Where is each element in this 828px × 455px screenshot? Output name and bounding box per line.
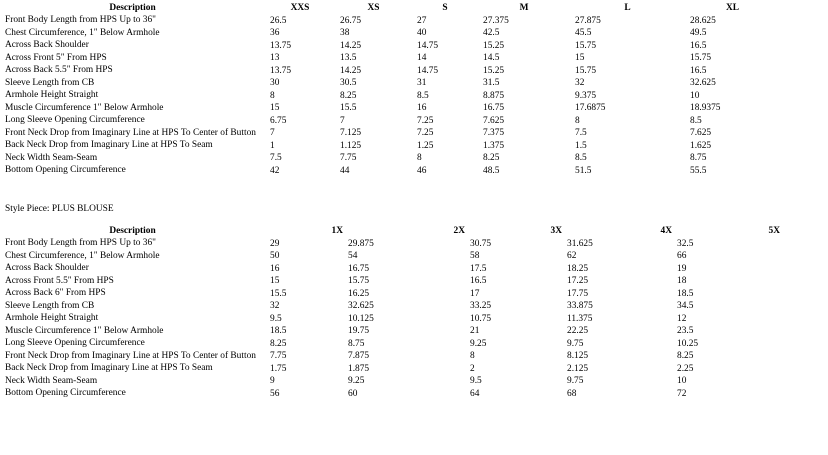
measurement-cell: 27.875 [575,15,601,26]
table-row [0,363,780,376]
row-description: Across Back Shoulder [5,40,89,51]
measurement-cell: 16.25 [348,288,370,299]
measurement-cell: 31 [417,78,427,88]
measurement-cell: 72 [677,388,687,399]
table-row [0,152,780,165]
size-header: XL [725,3,740,13]
measurement-cell: 15.75 [575,65,597,76]
measurement-cell: 40 [417,28,427,38]
measurement-cell: 15.25 [483,40,505,51]
row-description: Back Neck Drop from Imaginary Line at HPS To Seam [5,140,213,151]
measurement-cell: 16.5 [470,276,487,286]
measurement-cell: 27.375 [483,15,509,26]
measurement-cell: 15.75 [575,40,597,51]
measurement-cell: 10.125 [348,313,374,324]
row-description: Long Sleeve Opening Circumference [5,338,145,349]
measurement-cell: 32.625 [690,78,716,88]
measurement-cell: 7.25 [417,115,434,126]
measurement-cell: 13.75 [270,40,292,51]
measurement-cell: 10 [690,90,700,101]
measurement-cell: 19.75 [348,326,370,336]
measurement-cell: 8.5 [690,115,702,126]
measurement-cell: 8.75 [690,153,707,163]
table-row [0,313,780,326]
description-header: Description [109,3,156,13]
measurement-cell: 8 [270,90,275,101]
measurement-cell: 7 [340,115,345,126]
size-header: 2X [453,226,465,236]
measurement-cell: 2 [470,363,475,374]
measurement-cell: 56 [270,388,280,399]
measurement-cell: 15 [575,53,585,63]
measurement-cell: 10.25 [677,338,699,349]
size-header: 1X [331,226,343,236]
measurement-cell: 7.625 [483,115,505,126]
measurement-cell: 33.25 [470,301,492,311]
measurement-cell: 34.5 [677,301,694,311]
size-header: 5X [768,226,780,236]
measurement-cell: 8.25 [270,338,287,349]
measurement-cell: 9.5 [270,313,282,324]
measurement-cell: 32 [575,78,585,88]
measurement-cell: 14.75 [417,40,439,51]
row-description: Front Body Length from HPS Up to 36" [5,238,156,249]
measurement-cell: 32.5 [677,238,694,249]
measurement-cell: 8.75 [348,338,365,349]
measurement-cell: 7.5 [575,128,587,138]
measurement-cell: 7.625 [690,128,712,138]
description-header: Description [109,226,156,236]
measurement-cell: 22.25 [567,326,589,336]
measurement-cell: 17.6875 [575,103,606,113]
measurement-cell: 9.25 [348,376,365,386]
size-header: L [624,3,631,13]
table-row [0,288,780,301]
table-row [0,102,780,115]
table-row [0,77,780,90]
row-description: Across Back 6" From HPS [5,288,106,299]
measurement-cell: 31.625 [567,238,593,249]
row-description: Chest Circumference, 1" Below Armhole [5,27,160,38]
measurement-cell: 26.5 [270,15,287,26]
size-chart-table [0,2,780,177]
measurement-cell: 7.125 [340,128,362,138]
measurement-cell: 42 [270,165,280,176]
row-description: Across Back 5.5" From HPS [5,65,113,76]
row-description: Across Front 5.5" From HPS [5,275,114,286]
measurement-cell: 9.375 [575,90,597,101]
measurement-cell: 9.75 [567,338,584,349]
measurement-cell: 68 [567,388,577,399]
measurement-cell: 7.75 [340,153,357,163]
measurement-cell: 17.75 [567,288,589,299]
row-description: Armhole Height Straight [5,313,99,324]
size-header: XXS [290,3,310,13]
measurement-cell: 8.125 [567,351,589,361]
measurement-cell: 26.75 [340,15,362,26]
measurement-cell: 16 [270,263,280,274]
table-row [0,375,780,388]
row-description: Front Neck Drop from Imaginary Line at HPS To Center of Button [5,350,256,361]
measurement-cell: 6.75 [270,115,287,126]
row-description: Muscle Circumference 1" Below Armhole [5,102,164,113]
measurement-cell: 48.5 [483,165,500,176]
table-row [0,65,780,78]
measurement-cell: 12 [677,313,687,324]
measurement-cell: 16.5 [690,65,707,76]
measurement-cell: 30 [270,78,280,88]
measurement-cell: 15.25 [483,65,505,76]
measurement-cell: 1.875 [348,363,370,374]
measurement-cell: 33.875 [567,301,593,311]
measurement-cell: 42.5 [483,28,500,38]
measurement-cell: 30.75 [470,238,492,249]
measurement-cell: 30.5 [340,78,357,88]
row-description: Across Back Shoulder [5,263,89,274]
measurement-cell: 15.75 [690,53,712,63]
row-description: Armhole Height Straight [5,90,99,101]
measurement-cell: 29.875 [348,238,374,249]
measurement-cell: 18.9375 [690,103,721,113]
measurement-cell: 32.625 [348,301,374,311]
measurement-cell: 32 [270,301,280,311]
measurement-cell: 15.75 [348,276,370,286]
row-description: Chest Circumference, 1" Below Armhole [5,250,160,261]
measurement-cell: 8.25 [677,351,694,361]
measurement-cell: 38 [340,28,350,38]
measurement-cell: 8 [575,115,580,126]
measurement-cell: 15.5 [270,288,287,299]
table-row [0,27,780,40]
measurement-cell: 14.5 [483,53,500,63]
table-row [0,127,780,140]
measurement-cell: 18.5 [677,288,694,299]
row-description: Neck Width Seam-Seam [5,152,98,163]
measurement-cell: 10.75 [470,313,492,324]
measurement-cell: 2.25 [677,363,694,374]
size-header: 3X [550,226,562,236]
table-row [0,140,780,153]
row-description: Front Body Length from HPS Up to 36" [5,15,156,26]
measurement-cell: 17.5 [470,263,487,274]
measurement-cell: 17 [470,288,480,299]
table-row [0,52,780,65]
measurement-cell: 14.25 [340,65,362,76]
measurement-cell: 1.25 [417,140,434,151]
measurement-cell: 18.5 [270,326,287,336]
table-row [0,90,780,103]
measurement-cell: 14.25 [340,40,362,51]
measurement-cell: 28.625 [690,15,716,26]
measurement-cell: 29 [270,238,280,249]
style-piece-label: Style Piece: PLUS BLOUSE [5,204,114,214]
table-row [0,300,780,313]
measurement-cell: 64 [470,388,480,399]
measurement-cell: 58 [470,251,480,261]
size-header: XS [367,3,380,13]
size-header: S [442,3,448,13]
measurement-cell: 8.25 [483,153,500,163]
table-row [0,388,780,401]
measurement-cell: 1.5 [575,140,587,151]
measurement-cell: 7.875 [348,351,370,361]
row-description: Bottom Opening Circumference [5,388,126,399]
measurement-cell: 55.5 [690,165,707,176]
measurement-cell: 16 [417,103,427,113]
measurement-cell: 21 [470,326,480,336]
measurement-cell: 8.875 [483,90,505,101]
measurement-cell: 9.75 [567,376,584,386]
measurement-cell: 13.75 [270,65,292,76]
table-row [0,275,780,288]
table-row [0,238,780,251]
measurement-cell: 1.75 [270,363,287,374]
measurement-cell: 11.375 [567,313,593,324]
measurement-cell: 9.5 [470,376,482,386]
table-row [0,15,780,28]
measurement-cell: 9.25 [470,338,487,349]
measurement-cell: 66 [677,251,687,261]
measurement-cell: 31.5 [483,78,500,88]
measurement-cell: 7.375 [483,128,505,138]
measurement-cell: 44 [340,165,350,176]
measurement-cell: 15 [270,276,280,286]
row-description: Long Sleeve Opening Circumference [5,115,145,126]
measurement-cell: 60 [348,388,358,399]
measurement-cell: 50 [270,251,280,261]
measurement-cell: 36 [270,28,280,38]
measurement-cell: 7.75 [270,351,287,361]
measurement-cell: 8.5 [417,90,429,101]
table-row [0,338,780,351]
size-header: 4X [660,226,672,236]
measurement-cell: 23.5 [677,326,694,336]
measurement-cell: 18.25 [567,263,589,274]
table-row [0,40,780,53]
measurement-cell: 54 [348,251,358,261]
row-description: Muscle Circumference 1" Below Armhole [5,325,164,336]
row-description: Bottom Opening Circumference [5,165,126,176]
measurement-cell: 49.5 [690,28,707,38]
table-header-row [0,2,780,15]
measurement-cell: 7 [270,128,275,138]
measurement-cell: 7.5 [270,153,282,163]
measurement-cell: 1 [270,140,275,151]
measurement-cell: 16.75 [348,263,370,274]
measurement-cell: 16.75 [483,103,505,113]
measurement-cell: 2.125 [567,363,589,374]
measurement-cell: 19 [677,263,687,274]
row-description: Front Neck Drop from Imaginary Line at HPS To Center of Button [5,127,256,138]
table-row [0,325,780,338]
measurement-cell: 13 [270,53,280,63]
measurement-cell: 8 [470,351,475,361]
measurement-cell: 10 [677,376,687,386]
measurement-cell: 9 [270,376,275,386]
table-row [0,350,780,363]
measurement-cell: 1.375 [483,140,505,151]
size-header: M [519,3,529,13]
row-description: Across Front 5" From HPS [5,52,107,63]
measurement-cell: 1.625 [690,140,712,151]
measurement-cell: 45.5 [575,28,592,38]
row-description: Sleeve Length from CB [5,300,95,311]
table-row [0,115,780,128]
measurement-cell: 14.75 [417,65,439,76]
measurement-cell: 15.5 [340,103,357,113]
measurement-cell: 16.5 [690,40,707,51]
measurement-cell: 62 [567,251,577,261]
measurement-cell: 7.25 [417,128,434,138]
measurement-cell: 17.25 [567,276,589,286]
table-row [0,263,780,276]
measurement-cell: 14 [417,53,427,63]
table-header-row [0,225,780,238]
measurement-cell: 51.5 [575,165,592,176]
plus-size-chart-table [0,225,780,400]
row-description: Sleeve Length from CB [5,77,95,88]
measurement-cell: 18 [677,276,687,286]
measurement-cell: 8 [417,153,422,163]
measurement-cell: 27 [417,15,427,26]
row-description: Neck Width Seam-Seam [5,375,98,386]
table-row [0,165,780,178]
row-description: Back Neck Drop from Imaginary Line at HPS To Seam [5,363,213,374]
table-row [0,250,780,263]
measurement-cell: 46 [417,165,427,176]
measurement-cell: 8.25 [340,90,357,101]
measurement-cell: 13.5 [340,53,357,63]
measurement-cell: 8.5 [575,153,587,163]
measurement-cell: 15 [270,103,280,113]
measurement-cell: 1.125 [340,140,362,151]
